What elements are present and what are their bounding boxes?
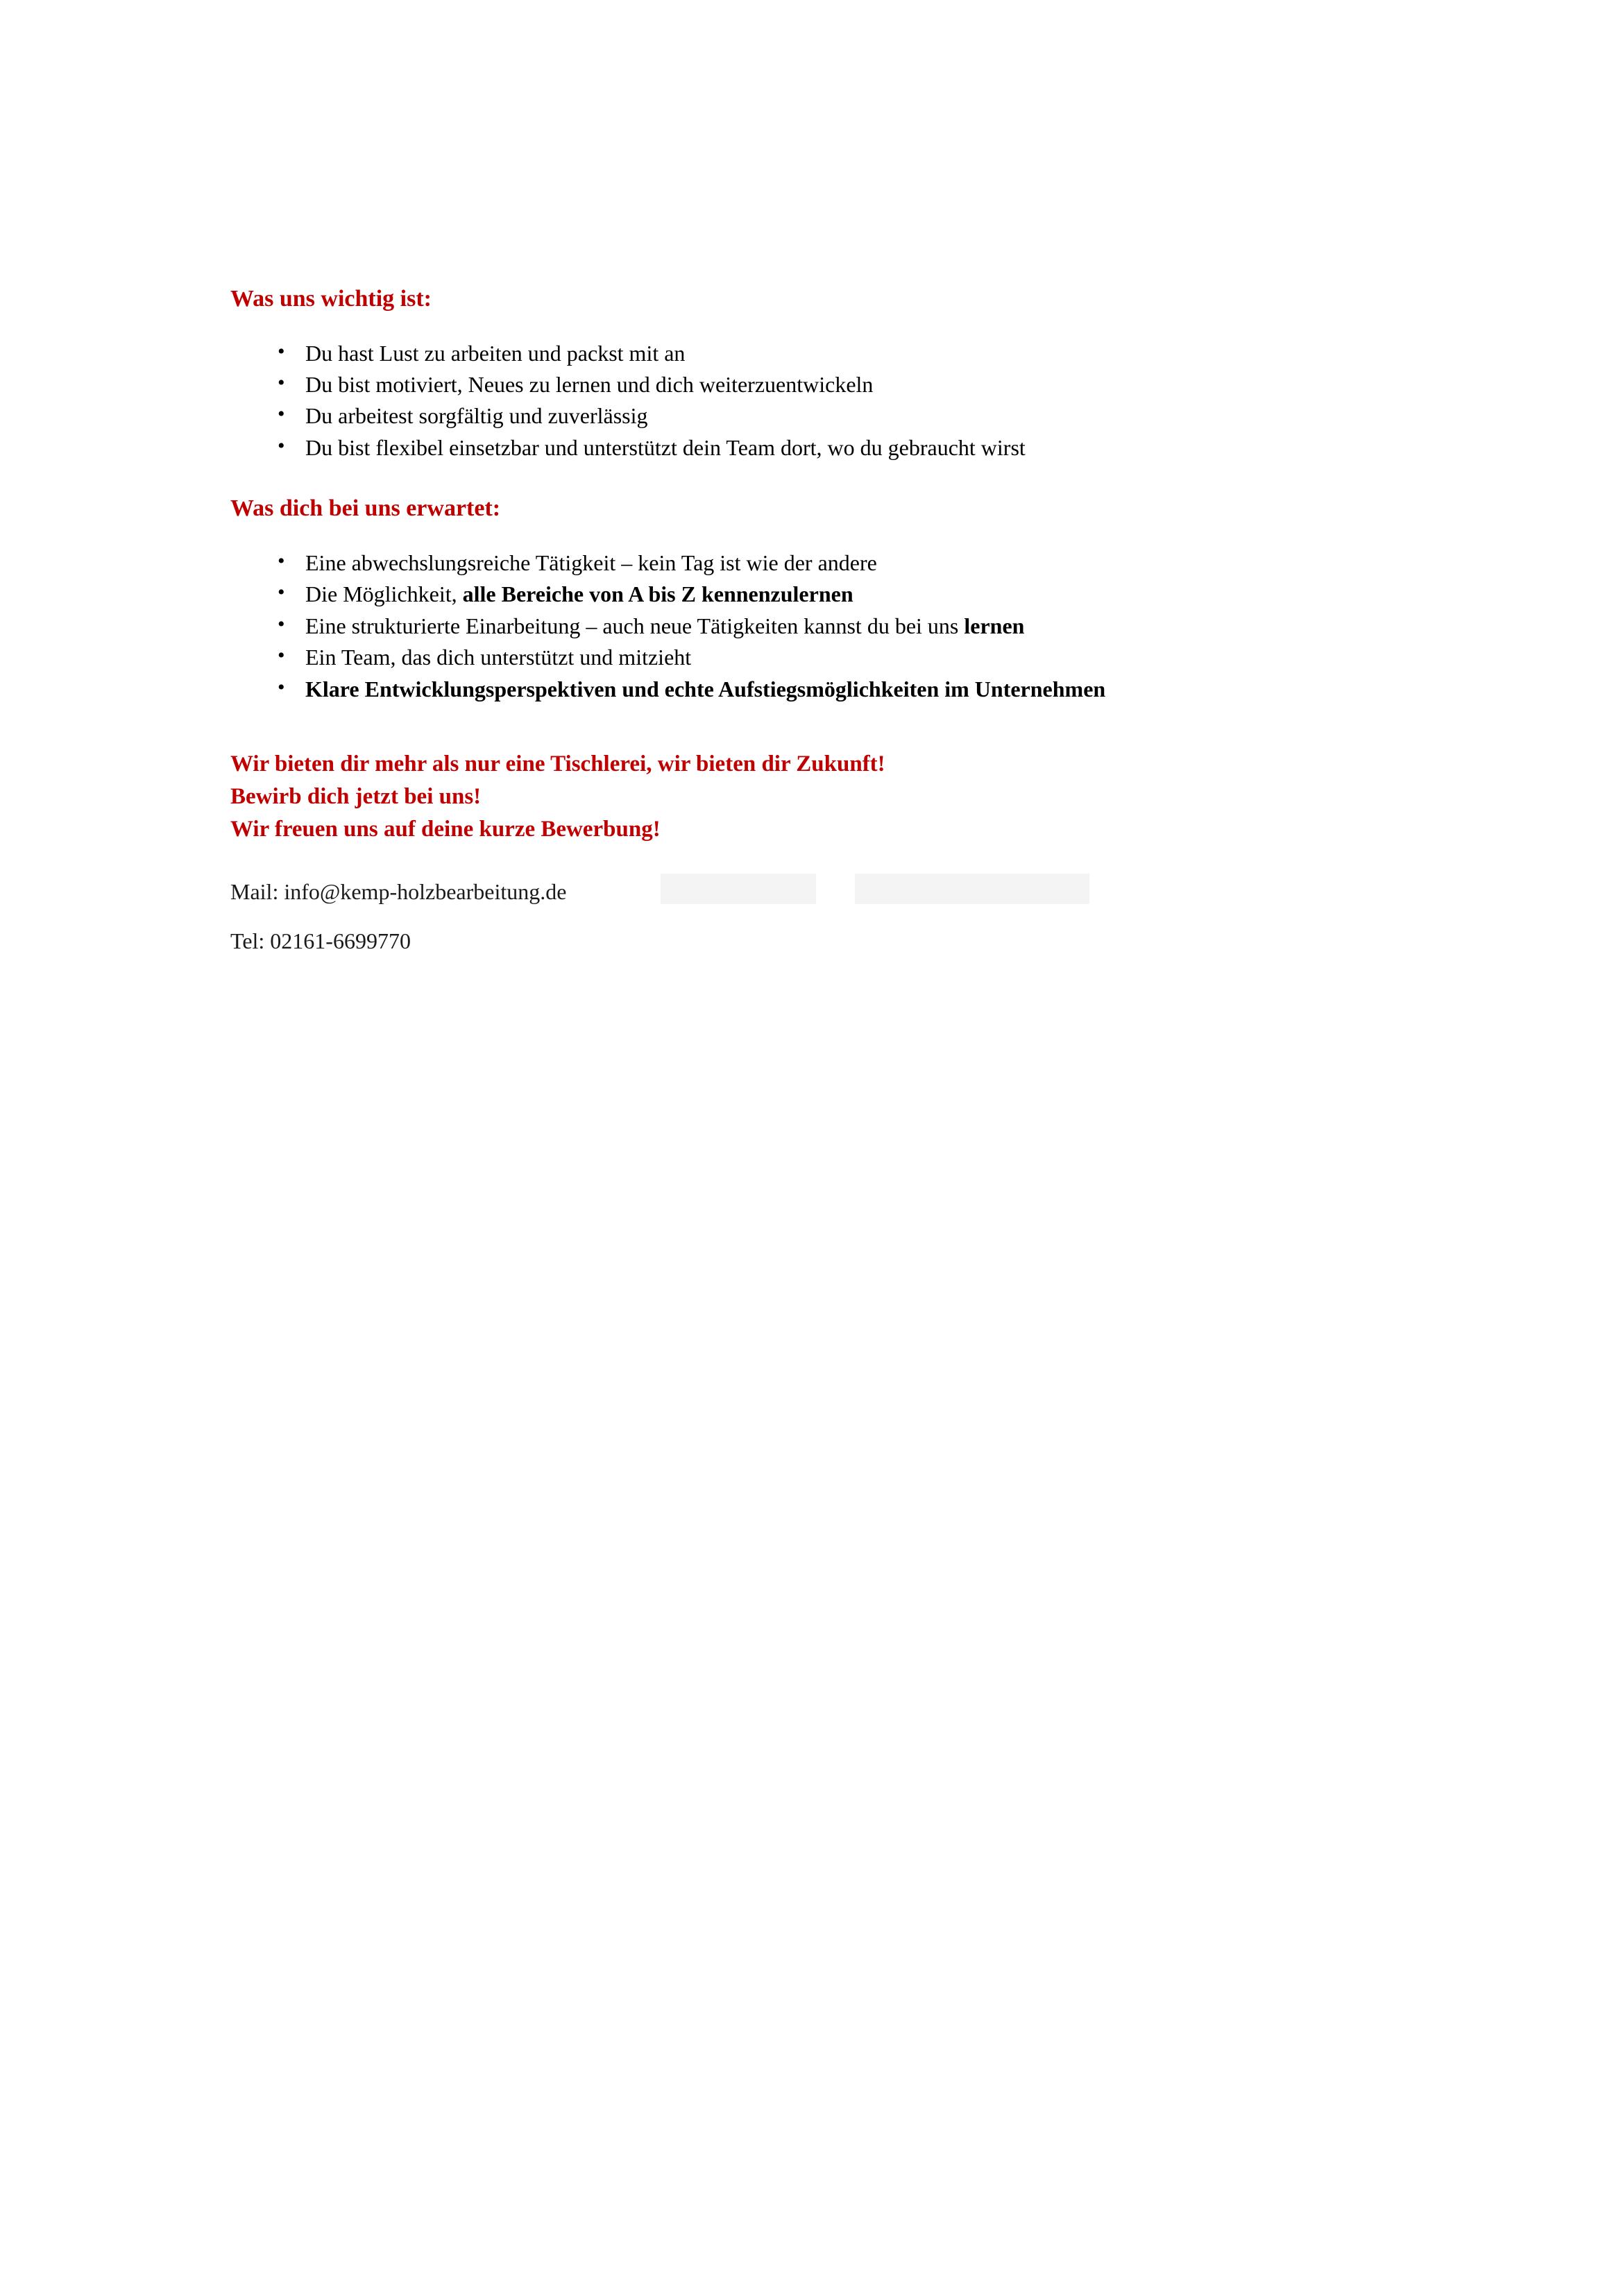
list-item	[230, 579, 1410, 610]
list-item	[230, 674, 1410, 705]
list-item	[230, 642, 1410, 673]
contact-tel: Tel: 02161-6699770	[230, 928, 411, 953]
spacer	[230, 846, 1410, 876]
spacer	[230, 908, 1410, 926]
list-item: • Du arbeitest sorgfältig und zuverlässig	[230, 400, 1410, 432]
list-item-text: Ein Team, das dich unterstützt und mitzieht	[305, 645, 692, 670]
closing-line-2: Bewirb dich jetzt bei uns!	[230, 783, 482, 809]
contact-mail: Mail: info@kemp-holzbearbeitung.de	[230, 878, 567, 904]
redaction-box-1	[661, 874, 816, 904]
list-item: • Du hast Lust zu arbeiten und packst mit an	[230, 338, 1410, 369]
list-item-text: Eine strukturierte Einarbeitung – auch neue Tätigkeiten kannst du bei uns	[305, 613, 965, 638]
list-what-to-expect	[230, 547, 1410, 705]
document-content	[230, 284, 1410, 957]
list-item-bold: lernen	[964, 613, 1025, 638]
spacer	[230, 464, 1410, 494]
list-what-matters	[230, 338, 1410, 464]
list-item: • Du bist motiviert, Neues zu lernen und dich weiterzuentwickeln	[230, 369, 1410, 400]
list-item	[230, 611, 1410, 642]
list-item-text: Eine abwechslungsreiche Tätigkeit – kein Tag ist wie der andere	[305, 550, 877, 575]
list-item: • Du bist flexibel einsetzbar und unterstützt dein Team dort, wo du gebraucht wirst	[230, 432, 1410, 464]
list-item	[230, 547, 1410, 579]
heading-what-to-expect: Was dich bei uns erwartet:	[230, 495, 501, 522]
redaction-box-2	[855, 874, 1089, 904]
heading-what-matters: Was uns wichtig ist:	[230, 286, 432, 312]
closing-line-1: Wir bieten dir mehr als nur eine Tischlerei, wir bieten dir Zukunft!	[230, 751, 885, 776]
closing-line-3: Wir freuen uns auf deine kurze Bewerbung!	[230, 816, 661, 842]
spacer	[230, 314, 1410, 338]
list-item-bold: Klare Entwicklungsperspektiven und echte Aufstiegsmöglichkeiten im Unternehmen	[305, 676, 1106, 701]
list-item-bold: alle Bereiche von A bis Z kennenzulernen	[462, 581, 853, 607]
spacer	[230, 705, 1410, 748]
spacer	[230, 524, 1410, 547]
list-item-text: Die Möglichkeit,	[305, 581, 463, 607]
contact-mail-line	[230, 876, 1410, 908]
